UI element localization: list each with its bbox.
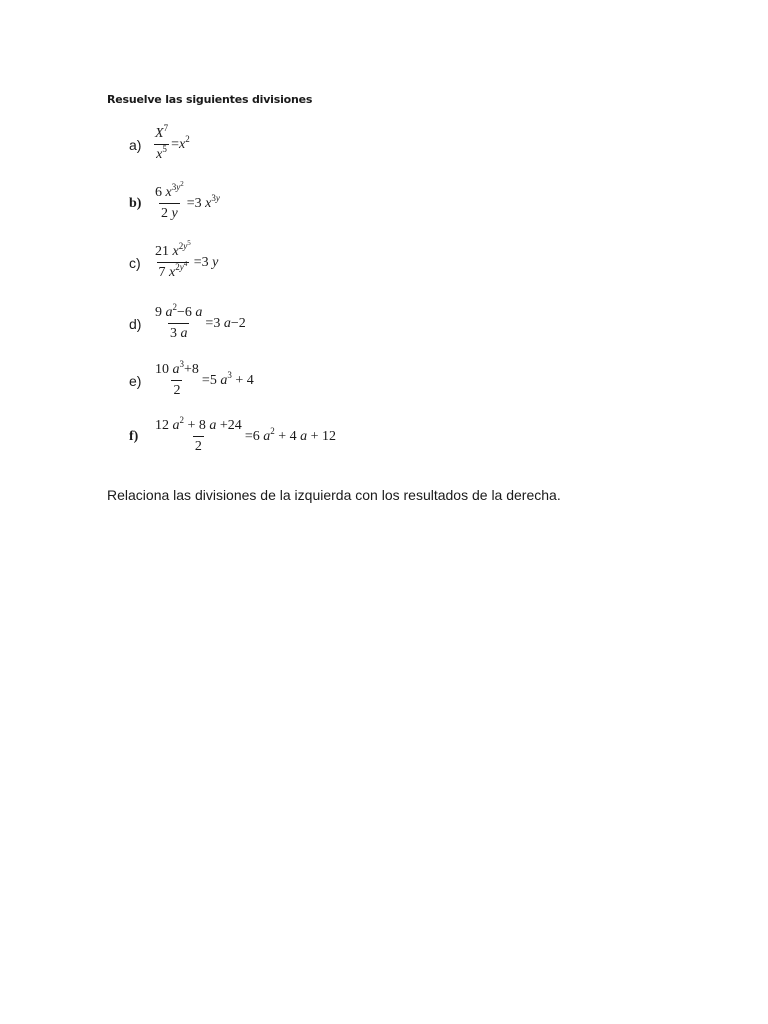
denominator: 2 y: [159, 203, 180, 223]
problem-a: [129, 125, 190, 164]
equation: [153, 180, 220, 223]
problem-f: [129, 417, 336, 456]
equation: [153, 239, 219, 282]
equation: [153, 304, 246, 343]
fraction: [153, 180, 186, 223]
numerator: 21 $x^{2y^5}$: [155, 239, 191, 259]
problem-d: [129, 304, 246, 343]
problem-label: b): [129, 195, 142, 211]
result: =3 $x^{3y}$: [186, 192, 220, 211]
numerator: 12 $a^2 + 8$ a +24: [155, 415, 242, 433]
result: =6 $a^2 + 4$ a + 12: [244, 425, 337, 444]
problem-label: e): [129, 372, 142, 389]
fraction: [153, 361, 201, 400]
problem-b: [129, 180, 220, 223]
result: =5 $a^3 + 4$: [201, 369, 254, 388]
page-heading: Resuelve las siguientes divisiones: [107, 93, 313, 106]
problem-label: d): [129, 315, 142, 332]
equation: [153, 361, 254, 400]
fraction: [153, 239, 193, 282]
fraction: [153, 304, 204, 343]
problem-e: [129, 361, 254, 400]
numerator: 9 $a^2-6$ a: [155, 302, 203, 320]
equation: [153, 125, 190, 164]
result: =3 y: [193, 254, 219, 270]
result: =3 a−2: [205, 315, 246, 331]
problem-c: [129, 239, 219, 282]
numerator: 6 $x^{3y^2}$: [155, 180, 184, 200]
denominator: 2: [171, 380, 182, 400]
denominator: $x^5$: [156, 144, 167, 162]
denominator: 7 $x^{2y^4}$: [158, 260, 188, 280]
problem-label: c): [129, 254, 141, 271]
numerator: 10 $a^3+8$: [155, 359, 199, 377]
result: $=x^2$: [171, 133, 190, 152]
equation: [153, 417, 336, 456]
fraction: [153, 417, 244, 456]
denominator: 3 a: [168, 323, 190, 343]
problem-label: f): [129, 428, 139, 444]
numerator: $X^7$: [155, 123, 169, 141]
denominator: 2: [193, 436, 204, 456]
instruction-text: Relaciona las divisiones de la izquierda con los resultados de la derecha.: [107, 487, 561, 503]
problem-label: a): [129, 136, 142, 153]
fraction: [153, 125, 170, 164]
